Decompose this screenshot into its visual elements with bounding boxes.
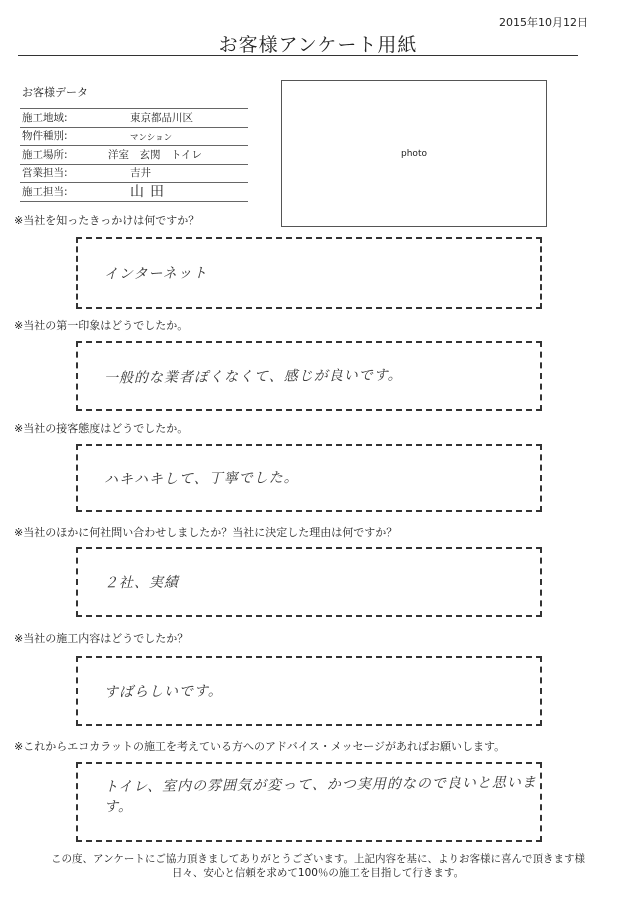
question-4: ※当社のほかに何社問い合わせしましたか？当社に決定した理由は何ですか？ [14,526,398,539]
customer-data-table [20,108,248,202]
info-label: 施工場所: [22,148,68,161]
info-label: 施工担当: [22,185,68,198]
info-row-area [20,108,248,128]
info-label: 施工地域: [22,111,68,124]
info-value: 東京都品川区 [130,111,193,124]
answer-box-2 [76,341,542,411]
page-title: お客様アンケート用紙 [218,34,418,56]
answer-box-3 [76,444,542,512]
customer-data-label: お客様データ [22,86,88,99]
question-2: ※当社の第一印象はどうでしたか。 [14,319,189,332]
info-value-handwritten: 山田 [130,183,170,200]
footer-line-1: この度、アンケートにご協力頂きましてありがとうございます。上記内容を基に、よりお客様に喜んで頂きます様 [50,853,586,865]
answer-box-1 [76,237,542,309]
answer-2: 一般的な業者ぽくなくて、感じが良いです。 [103,367,403,387]
info-label: 物件種別: [22,130,68,142]
info-value: 吉井 [130,167,151,179]
question-3: ※当社の接客態度はどうでしたか。 [14,422,189,435]
question-5: ※当社の施工内容はどうでしたか？ [14,632,189,645]
answer-6: トイレ、室内の雰囲気が変って、かつ実用的なので良いと思います。 [103,774,537,816]
info-label: 営業担当: [22,167,68,179]
info-row-property-type [20,128,248,147]
answer-4: ２社、実績 [103,574,180,592]
info-row-location [20,146,248,165]
answer-1: インターネット [103,265,208,283]
title-underline [18,55,578,56]
photo-label: photo [401,148,427,159]
question-1: ※当社を知ったきっかけは何ですか？ [14,214,200,227]
answer-box-6 [76,762,542,842]
photo-placeholder [281,80,547,227]
footer-message [0,852,636,880]
info-row-installer [20,183,248,202]
info-value: 洋室 玄関 トイレ [108,148,202,161]
answer-5: すばらしいです。 [103,683,223,701]
question-6: ※これからエコカラットの施工を考えている方へのアドバイス・メッセージがあればお願いします。 [14,740,506,753]
answer-3: ハキハキして、丁寧でした。 [103,469,299,489]
survey-date: 2015年10月12日 [499,16,588,29]
info-value: マンション [130,133,173,143]
footer-line-2: 日々、安心と信頼を求めて100％の施工を目指して行きます。 [171,867,465,879]
answer-box-5 [76,656,542,726]
answer-box-4 [76,547,542,617]
